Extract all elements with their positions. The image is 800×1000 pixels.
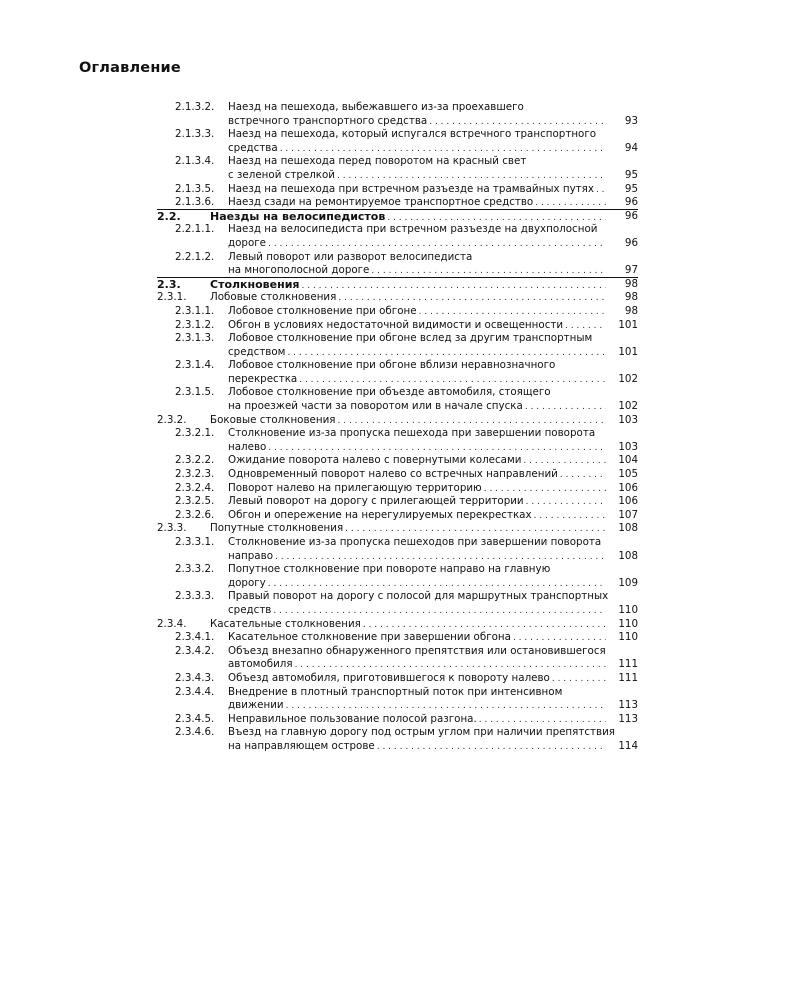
toc-page-number: 114	[618, 739, 638, 752]
toc-page-number: 111	[618, 671, 638, 684]
toc-entry-title: Наезд сзади на ремонтируемое транспортное средство	[228, 196, 534, 209]
toc-entry-title: Попутные столкновения	[210, 522, 344, 535]
toc-entry[interactable]	[0, 454, 800, 468]
dot-leader	[479, 714, 606, 728]
toc-page-number: 95	[624, 182, 638, 195]
dot-leader	[268, 238, 606, 252]
page-title: Оглавление	[79, 60, 181, 76]
toc-page-number: 110	[618, 631, 638, 644]
dot-leader	[286, 700, 606, 714]
toc-page-number: 101	[618, 318, 638, 331]
toc-entry-title: Боковые столкновения	[210, 413, 336, 426]
toc-entry-title: Наезд на пешехода, который испугался встречного транспортного	[228, 128, 597, 141]
toc-page-number: 95	[624, 168, 638, 181]
dot-leader	[429, 116, 606, 130]
dot-leader	[268, 442, 606, 456]
toc-page-number: 109	[618, 576, 638, 589]
toc-entry-title: средства	[228, 141, 278, 154]
toc-entry-title: средств	[228, 603, 272, 616]
toc-entry-number: 2.3.3.	[157, 522, 187, 535]
toc-entry[interactable]	[0, 686, 800, 713]
toc-page-number: 103	[618, 413, 638, 426]
toc-entry-number: 2.1.3.2.	[175, 101, 215, 113]
toc-entry-number: 2.3.2.4.	[175, 481, 215, 494]
toc-entry-number: 2.3.4.6.	[175, 726, 215, 739]
toc-entry-title: движении	[228, 699, 284, 712]
toc-entry[interactable]	[0, 414, 800, 428]
dot-leader	[534, 510, 606, 524]
toc-entry-title: Объезд автомобиля, приготовившегося к повороту налево	[228, 671, 550, 684]
toc-entry-number: 2.1.3.4.	[175, 155, 215, 168]
toc-entry[interactable]	[0, 713, 800, 727]
toc-page-number: 96	[624, 209, 638, 222]
toc-entry-number: 2.3.4.2.	[175, 644, 215, 657]
toc-page-number: 102	[618, 400, 638, 413]
toc-entry-number: 2.3.2.2.	[175, 454, 215, 467]
dot-leader	[275, 551, 606, 565]
toc-entry-title: на многополосной дороге	[228, 264, 370, 277]
toc-page-number: 98	[624, 304, 638, 317]
dot-leader	[273, 605, 606, 619]
toc-entry-title: Столкновение из-за пропуска пешехода при завершении поворота	[228, 427, 596, 440]
toc-entry-title: Одновременный поворот налево со встречных направлений	[228, 468, 558, 481]
toc-entry-title: дорогу	[228, 576, 266, 589]
toc-page-number: 96	[624, 236, 638, 249]
toc-page-number: 97	[624, 264, 638, 277]
toc-entry[interactable]	[0, 726, 800, 753]
toc-entry-title: Лобовое столкновение при объезде автомобиля, стоящего	[228, 386, 551, 399]
dot-leader	[552, 673, 606, 687]
toc-entry-title: Наезд на пешехода при встречном разъезде на трамвайных путях	[228, 182, 594, 195]
dot-leader	[419, 306, 606, 320]
toc-entry-title: Поворот налево на прилегающую территорию	[228, 481, 482, 494]
toc-entry-title: Касательные столкновения	[210, 617, 361, 630]
toc-entry[interactable]	[0, 645, 800, 672]
toc-entry[interactable]	[0, 536, 800, 563]
dot-leader	[523, 455, 606, 469]
toc-entry-number: 2.3.4.	[157, 617, 187, 630]
toc-entry[interactable]	[0, 319, 800, 333]
toc-entry-title: Внедрение в плотный транспортный поток при интенсивном	[228, 685, 563, 698]
toc-entry-title: Наезды на велосипедистов	[210, 209, 386, 223]
toc-entry-title: налево	[228, 440, 267, 453]
toc-page-number: 96	[624, 196, 638, 209]
toc-entry-number: 2.3.4.1.	[175, 631, 215, 644]
toc-page-number: 108	[618, 549, 638, 562]
dot-leader	[345, 523, 606, 537]
toc-entry[interactable]	[0, 495, 800, 509]
toc-entry[interactable]	[0, 210, 800, 224]
toc-entry[interactable]	[0, 631, 800, 645]
toc-page-number: 107	[618, 508, 638, 521]
toc-entry-title: направо	[228, 549, 273, 562]
toc-entry-number: 2.3.	[157, 277, 181, 291]
toc-entry-number: 2.2.	[157, 209, 181, 223]
toc-entry[interactable]	[0, 332, 800, 359]
toc-page-number: 106	[618, 481, 638, 494]
toc-entry-title: Касательное столкновение при завершении обгона	[228, 631, 511, 644]
toc-entry[interactable]	[0, 386, 800, 413]
toc-entry[interactable]	[0, 359, 800, 386]
toc-page-number: 105	[618, 468, 638, 481]
toc-entry[interactable]	[0, 672, 800, 686]
toc-entry[interactable]	[0, 427, 800, 454]
toc-entry-number: 2.3.1.3.	[175, 332, 215, 345]
toc-entry[interactable]	[0, 563, 800, 590]
toc-entry-number: 2.1.3.3.	[175, 128, 215, 141]
toc-page-number: 101	[618, 345, 638, 358]
toc-entry[interactable]	[0, 291, 800, 305]
toc-entry-title: Неправильное пользование полосой разгона.	[228, 712, 477, 725]
toc-page-number: 110	[618, 617, 638, 630]
toc-entry-title: на направляющем острове	[228, 739, 375, 752]
toc-entry-number: 2.3.2.	[157, 413, 187, 426]
dot-leader	[565, 320, 606, 334]
toc-entry-number: 2.1.3.6.	[175, 196, 215, 209]
toc-entry-title: Въезд на главную дорогу под острым углом при наличии препятствия	[228, 726, 615, 739]
toc-page-number: 103	[618, 440, 638, 453]
toc-entry[interactable]	[0, 618, 800, 632]
toc-entry-title: Обгон в условиях недостаточной видимости и освещенности	[228, 318, 564, 331]
toc-entry-title: Наезд на пешехода перед поворотом на красный свет	[228, 155, 527, 168]
toc-entry-title: Ожидание поворота налево с повернутыми колесами	[228, 454, 522, 467]
toc-entry[interactable]	[0, 128, 800, 155]
toc-entry[interactable]	[0, 305, 800, 319]
toc-entry-title: Столкновение из-за пропуска пешеходов при завершении поворота	[228, 536, 602, 548]
toc-entry-number: 2.3.1.4.	[175, 359, 215, 372]
toc-entry-title: Обгон и опережение на нерегулируемых перекрестках	[228, 508, 532, 521]
toc-entry-title: Левый поворот на дорогу с прилегающей территории	[228, 495, 524, 508]
toc-entry-number: 2.3.3.1.	[175, 536, 215, 548]
toc-entry[interactable]	[0, 590, 800, 617]
dot-leader	[268, 578, 606, 592]
dot-leader	[337, 170, 606, 184]
toc-entry-title: Попутное столкновение при повороте направо на главную	[228, 563, 551, 576]
toc-entry-number: 2.3.2.6.	[175, 508, 215, 521]
toc-entry[interactable]	[0, 278, 800, 292]
toc-entry[interactable]	[0, 468, 800, 482]
toc-entry-title: Левый поворот или разворот велосипедиста	[228, 250, 473, 263]
toc-entry-title: встречного транспортного средства	[228, 114, 428, 127]
dot-leader	[513, 632, 606, 646]
toc-entry-title: Лобовое столкновение при обгоне	[228, 304, 417, 317]
toc-entry-number: 2.3.4.4.	[175, 685, 215, 698]
dot-leader	[377, 741, 606, 755]
toc-entry-number: 2.3.2.1.	[175, 427, 215, 440]
dot-leader	[484, 483, 606, 497]
toc-page-number: 98	[624, 291, 638, 304]
dot-leader	[526, 496, 606, 510]
dot-leader	[295, 659, 606, 673]
toc-page-number: 93	[624, 114, 638, 127]
toc-entry-title: на проезжей части за поворотом или в начале спуска	[228, 400, 523, 413]
dot-leader	[280, 143, 606, 157]
toc-entry[interactable]	[0, 155, 800, 182]
toc-entry-number: 2.2.1.2.	[175, 250, 215, 263]
toc-entry-number: 2.3.1.1.	[175, 304, 215, 317]
dot-leader	[287, 347, 606, 361]
toc-entry-number: 2.3.4.5.	[175, 712, 215, 725]
dot-leader	[299, 374, 606, 388]
toc-entry-number: 2.2.1.1.	[175, 223, 215, 236]
toc-page-number: 108	[618, 522, 638, 535]
dot-leader	[363, 619, 606, 633]
toc-entry[interactable]	[0, 223, 800, 250]
toc-entry-title: средством	[228, 345, 286, 358]
toc-page-number: 106	[618, 495, 638, 508]
dot-leader	[338, 292, 606, 306]
toc-entry-number: 2.3.3.2.	[175, 563, 215, 576]
table-of-contents	[0, 101, 800, 754]
toc-entry-title: с зеленой стрелкой	[228, 168, 335, 181]
toc-page-number: 113	[618, 712, 638, 725]
dot-leader	[338, 415, 606, 429]
toc-entry-title: Лобовые столкновения	[210, 291, 337, 304]
toc-entry-title: Столкновения	[210, 277, 300, 291]
toc-page-number: 94	[624, 141, 638, 154]
toc-entry[interactable]	[0, 196, 800, 210]
dot-leader	[525, 401, 606, 415]
toc-entry[interactable]	[0, 101, 800, 128]
toc-entry-title: автомобиля	[228, 658, 293, 671]
toc-page-number: 104	[618, 454, 638, 467]
toc-entry[interactable]	[0, 509, 800, 523]
toc-entry-title: Наезд на пешехода, выбежавшего из-за проехавшего	[228, 101, 524, 113]
toc-page-number: 110	[618, 603, 638, 616]
toc-entry-number: 2.3.1.	[157, 291, 187, 304]
toc-entry[interactable]	[0, 183, 800, 197]
toc-entry-number: 2.3.2.5.	[175, 495, 215, 508]
toc-entry-title: Объезд внезапно обнаруженного препятствия или остановившегося	[228, 644, 606, 657]
toc-entry-number: 2.3.1.5.	[175, 386, 215, 399]
toc-page-number: 111	[618, 658, 638, 671]
toc-entry-title: Правый поворот на дорогу с полосой для маршрутных транспортных	[228, 590, 609, 603]
toc-entry-number: 2.3.3.3.	[175, 590, 215, 603]
toc-entry-title: Наезд на велосипедиста при встречном разъезде на двухполосной	[228, 223, 598, 236]
toc-page-number: 98	[624, 277, 638, 290]
toc-entry-number: 2.3.2.3.	[175, 468, 215, 481]
toc-page-number: 113	[618, 699, 638, 712]
toc-entry-number: 2.1.3.5.	[175, 182, 215, 195]
toc-entry-title: дороге	[228, 236, 266, 249]
toc-page-number: 102	[618, 372, 638, 385]
toc-entry[interactable]	[0, 251, 800, 278]
toc-entry[interactable]	[0, 482, 800, 496]
toc-entry-number: 2.3.4.3.	[175, 671, 215, 684]
toc-entry-number: 2.3.1.2.	[175, 318, 215, 331]
toc-entry-title: перекрестка	[228, 372, 298, 385]
toc-entry-title: Лобовое столкновение при обгоне вслед за другим транспортным	[228, 332, 593, 345]
toc-entry-title: Лобовое столкновение при обгоне вблизи неравнозначного	[228, 359, 556, 372]
toc-entry[interactable]	[0, 522, 800, 536]
dot-leader	[596, 184, 606, 198]
dot-leader	[560, 469, 606, 483]
